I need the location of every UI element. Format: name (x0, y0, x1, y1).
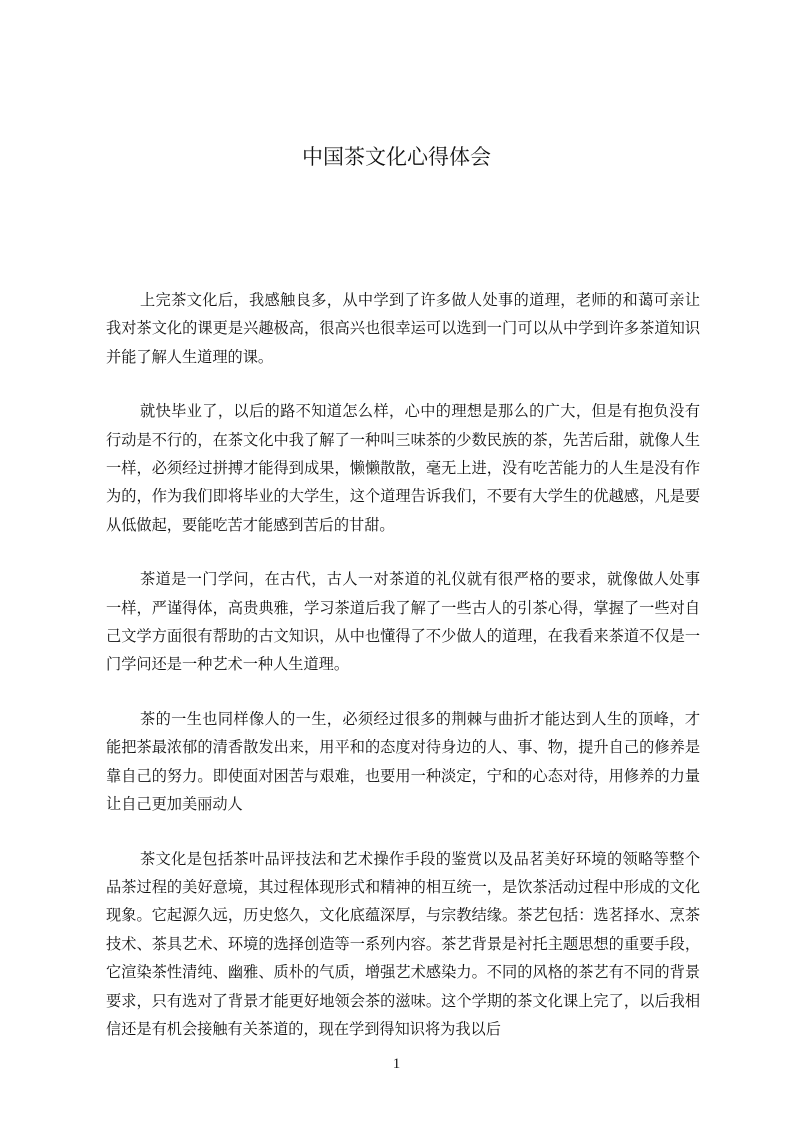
document-title: 中国茶文化心得体会 (302, 145, 491, 169)
paragraph-3: 茶道是一门学问，在古代，古人一对茶道的礼仪就有很严格的要求，就像做人处事一样，严谨得体，高贵典雅，学习茶道后我了解了一些古人的引茶心得，掌握了一些对自己文学方面很有帮助的古文知识，从中也懂得了不少做人的道理，在我看来茶道不仅是一门学问还是一种艺术一种人生道理。 (106, 570, 700, 674)
document-body (106, 286, 700, 1043)
paragraph-2: 就快毕业了，以后的路不知道怎么样，心中的理想是那么的广大，但是有抱负没有行动是不行的，在茶文化中我了解了一种叫三味茶的少数民族的茶，先苦后甜，就像人生一样，必须经过拼搏才能得到成果，懒懒散散，毫无上进，没有吃苦能力的人生是没有作为的，作为我们即将毕业的大学生，这个道理告诉我们，不要有大学生的优越感，凡是要从低做起，要能吃苦才能感到苦后的甘甜。 (106, 402, 700, 534)
page-number: 1 (392, 1056, 401, 1072)
paragraph-4: 茶的一生也同样像人的一生，必须经过很多的荆棘与曲折才能达到人生的顶峰，才能把茶最浓郁的清香散发出来，用平和的态度对待身边的人、事、物，提升自己的修养是靠自己的努力。即使面对困苦与艰难，也要用一种淡定，宁和的心态对待，用修养的力量让自己更加美丽动人 (106, 709, 700, 814)
paragraph-1: 上完茶文化后，我感触良多，从中学到了许多做人处事的道理，老师的和蔼可亲让我对茶文化的课更是兴趣极高，很高兴也很幸运可以选到一门可以从中学到许多茶道知识并能了解人生道理的课。 (106, 291, 700, 366)
paragraph-5: 茶文化是包括茶叶品评技法和艺术操作手段的鉴赏以及品茗美好环境的领略等整个品茶过程的美好意境，其过程体现形式和精神的相互统一，是饮茶活动过程中形成的文化现象。它起源久远，历史悠久，文化底蕴深厚，与宗教结缘。茶艺包括：选茗择水、烹茶技术、茶具艺术、环境的选择创造等一系列内容。茶艺背景是衬托主题思想的重要手段，它渲染茶性清纯、幽雅、质朴的气质，增强艺术感染力。不同的风格的茶艺有不同的背景要求，只有选对了背景才能更好地领会茶的滋味。这个学期的茶文化课上完了，以后我相信还是有机会接触有关茶道的，现在学到得知识将为我以后 (106, 849, 700, 1038)
